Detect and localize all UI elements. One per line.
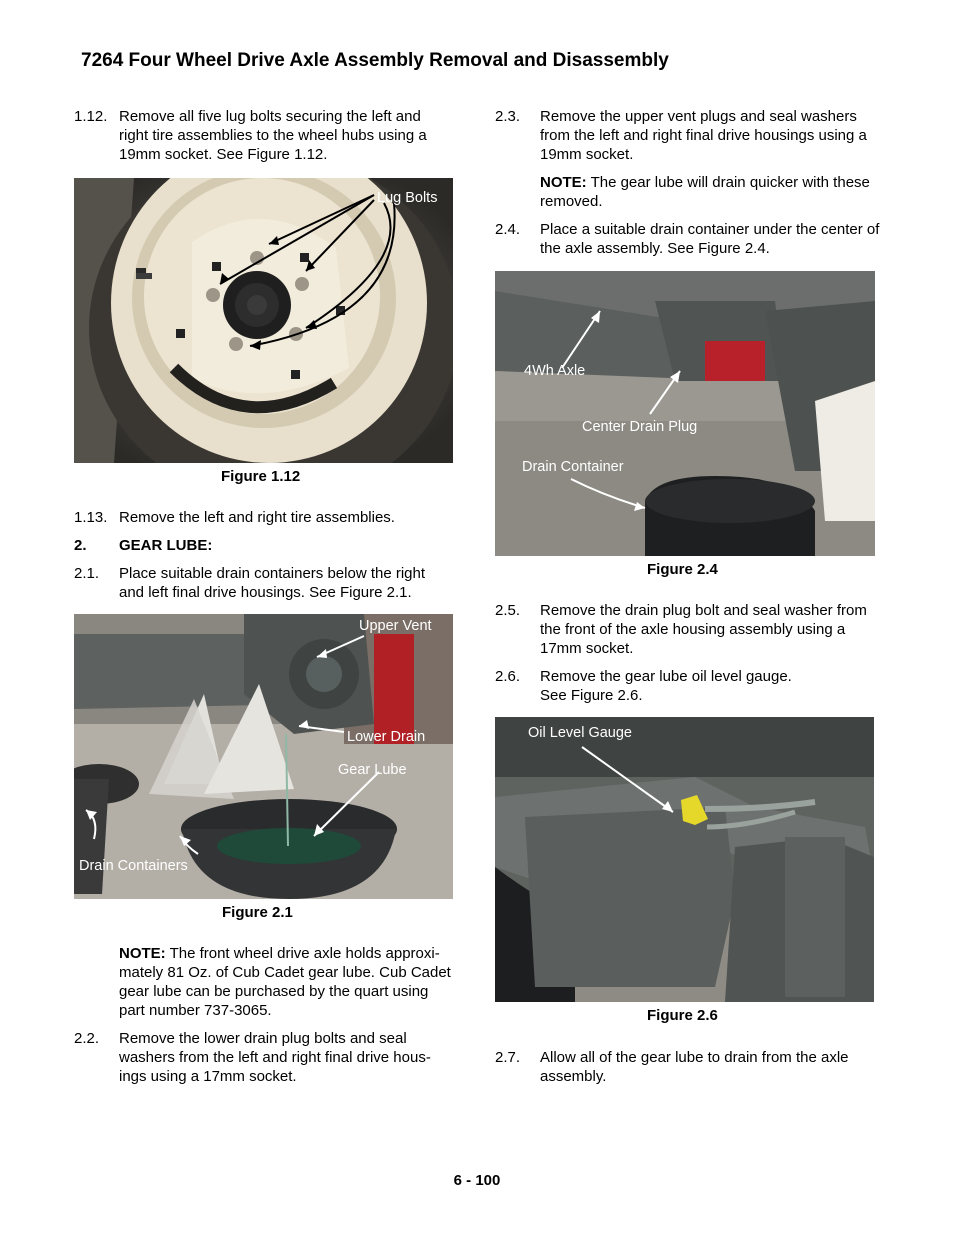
step-number: 2.3. bbox=[495, 108, 521, 125]
center-drain-plug-label: Center Drain Plug bbox=[582, 419, 698, 435]
step-2-1 bbox=[74, 564, 454, 604]
step-2-3 bbox=[495, 107, 880, 167]
step-1-12 bbox=[74, 107, 454, 167]
step-number: 2.7. bbox=[495, 1049, 521, 1066]
step-text: Remove the left and right tire assemblies. bbox=[119, 509, 395, 526]
page-title: 7264 Four Wheel Drive Axle Assembly Removal and Disassembly bbox=[81, 50, 669, 71]
section-2-heading bbox=[74, 536, 454, 556]
step-number: 2.1. bbox=[74, 565, 100, 582]
figure-2-4-photo bbox=[495, 271, 875, 556]
lower-drain-label: Lower Drain bbox=[347, 729, 426, 745]
step-2-2 bbox=[74, 1029, 454, 1089]
section-title: GEAR LUBE: bbox=[119, 537, 213, 554]
step-number: 1.12. bbox=[74, 108, 108, 125]
drain-containers-label: Drain Containers bbox=[79, 858, 188, 874]
drain-container-label: Drain Container bbox=[522, 459, 624, 475]
step-2-5 bbox=[495, 601, 880, 661]
step-number: 1.13. bbox=[74, 509, 108, 526]
step-text: Remove all five lug bolts securing the left and right tire assemblies to the wheel hubs using a 19mm socket. See Figure 1.12. bbox=[119, 108, 427, 163]
step-text-line-1: Remove the gear lube oil level gauge. bbox=[540, 668, 792, 685]
note-drain-quicker bbox=[540, 173, 870, 211]
note-text: The gear lube will drain quicker with these removed. bbox=[540, 174, 870, 210]
step-number: 2.2. bbox=[74, 1030, 100, 1047]
page-number: 6 - 100 bbox=[453, 1172, 501, 1189]
figure-2-6-caption: Figure 2.6 bbox=[647, 1007, 718, 1024]
oil-level-gauge-label: Oil Level Gauge bbox=[528, 725, 632, 741]
axle-label: 4Wh Axle bbox=[524, 363, 586, 379]
step-text: Place suitable drain containers below the right and left final drive housings. See Figure 2.1. bbox=[119, 565, 426, 601]
note-text: The front wheel drive axle holds approxi-mately 81 Oz. of Cub Cadet gear lube. Cub Cadet gear lube can be purchased by the quart using part number 737-3065. bbox=[119, 945, 451, 1019]
step-number: 2.4. bbox=[495, 221, 521, 238]
step-2-6 bbox=[495, 667, 880, 707]
figure-2-1-caption: Figure 2.1 bbox=[222, 904, 293, 921]
step-text-line-2: See Figure 2.6. bbox=[540, 687, 643, 704]
lug-bolts-label: Lug Bolts bbox=[377, 190, 438, 206]
figure-2-4-caption: Figure 2.4 bbox=[647, 561, 718, 578]
step-text: Remove the drain plug bolt and seal washer from the front of the axle housing assembly using a 17mm socket. bbox=[540, 602, 867, 657]
step-text: Remove the lower drain plug bolts and seal washers from the left and right final drive hous-ings using a 17mm socket. bbox=[119, 1030, 431, 1085]
step-2-7 bbox=[495, 1048, 880, 1088]
section-number: 2. bbox=[74, 537, 87, 554]
step-text: Remove the upper vent plugs and seal washers from the left and right final drive housings using a 19mm socket. bbox=[540, 108, 867, 163]
upper-vent-label: Upper Vent bbox=[359, 618, 432, 634]
step-number: 2.5. bbox=[495, 602, 521, 619]
step-1-13 bbox=[74, 508, 454, 528]
note-label: NOTE: bbox=[119, 945, 166, 962]
step-text: Place a suitable drain container under the center of the axle assembly. See Figure 2.4. bbox=[540, 221, 880, 257]
figure-2-6-photo bbox=[495, 717, 874, 1002]
figure-1-12-photo bbox=[74, 178, 453, 463]
step-number: 2.6. bbox=[495, 668, 521, 685]
step-2-4 bbox=[495, 220, 880, 260]
figure-1-12-caption: Figure 1.12 bbox=[221, 468, 301, 485]
gear-lube-label: Gear Lube bbox=[338, 762, 407, 778]
note-gear-lube-capacity bbox=[119, 944, 455, 1020]
figure-2-1-photo bbox=[74, 614, 453, 899]
note-label: NOTE: bbox=[540, 174, 587, 191]
step-text: Allow all of the gear lube to drain from the axle assembly. bbox=[540, 1049, 849, 1085]
